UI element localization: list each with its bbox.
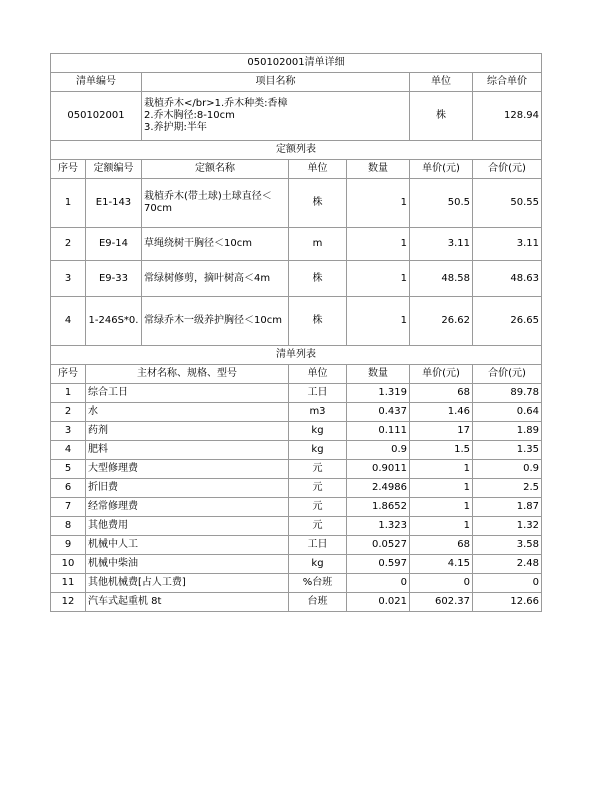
material-header-total: 合价(元): [473, 365, 542, 384]
material-unit-price: 68: [410, 384, 473, 403]
material-unit: kg: [289, 422, 347, 441]
material-qty: 0.111: [347, 422, 410, 441]
material-unit: kg: [289, 555, 347, 574]
quota-name: 常绿树修剪，摘叶树高＜4m: [142, 261, 289, 297]
bill-code-cell: 050102001: [51, 92, 142, 141]
quota-code: E9-14: [86, 228, 142, 261]
material-unit: 台班: [289, 593, 347, 612]
material-name: 机械中人工: [86, 536, 289, 555]
material-total: 0: [473, 574, 542, 593]
material-unit: kg: [289, 441, 347, 460]
material-row: [51, 574, 542, 593]
material-qty: 0.0527: [347, 536, 410, 555]
material-row: [51, 479, 542, 498]
material-unit: m3: [289, 403, 347, 422]
material-qty: 1.319: [347, 384, 410, 403]
header-bill-code: 清单编号: [51, 73, 142, 92]
material-header-qty: 数量: [347, 365, 410, 384]
quota-seq: 1: [51, 179, 86, 228]
material-row: [51, 422, 542, 441]
material-total: 1.87: [473, 498, 542, 517]
quota-unit: 株: [289, 179, 347, 228]
material-row: [51, 384, 542, 403]
material-qty: 1.8652: [347, 498, 410, 517]
quota-qty: 1: [347, 228, 410, 261]
material-total: 89.78: [473, 384, 542, 403]
quota-header-qty: 数量: [347, 160, 410, 179]
quota-seq: 4: [51, 297, 86, 346]
header-unit: 单位: [410, 73, 473, 92]
material-unit: 工日: [289, 384, 347, 403]
item-description-cell: [142, 92, 410, 141]
quota-unit-price: 48.58: [410, 261, 473, 297]
quota-qty: 1: [347, 261, 410, 297]
material-unit-price: 0: [410, 574, 473, 593]
material-seq: 7: [51, 498, 86, 517]
material-header-seq: 序号: [51, 365, 86, 384]
material-name: 机械中柴油: [86, 555, 289, 574]
material-row: [51, 555, 542, 574]
quota-name: 栽植乔木(带土球)土球直径＜70cm: [142, 179, 289, 228]
quota-row: [51, 297, 542, 346]
material-unit: 元: [289, 479, 347, 498]
material-total: 0.64: [473, 403, 542, 422]
quota-total: 26.65: [473, 297, 542, 346]
bill-detail-table: [50, 53, 542, 612]
material-name: 肥料: [86, 441, 289, 460]
quota-total: 3.11: [473, 228, 542, 261]
material-seq: 2: [51, 403, 86, 422]
quota-seq: 3: [51, 261, 86, 297]
material-total: 1.35: [473, 441, 542, 460]
material-seq: 12: [51, 593, 86, 612]
quota-unit: 株: [289, 297, 347, 346]
quota-unit: 株: [289, 261, 347, 297]
material-unit-price: 1.46: [410, 403, 473, 422]
material-qty: 0.9011: [347, 460, 410, 479]
quota-header-total: 合价(元): [473, 160, 542, 179]
material-total: 1.32: [473, 517, 542, 536]
item-description-line: 栽植乔木</br>1.乔木种类:香樟: [144, 98, 288, 109]
material-total: 3.58: [473, 536, 542, 555]
quota-code: E1-143: [86, 179, 142, 228]
material-name: 药剂: [86, 422, 289, 441]
material-seq: 4: [51, 441, 86, 460]
quota-qty: 1: [347, 179, 410, 228]
table-title: 050102001清单详细: [51, 54, 542, 73]
quota-seq: 2: [51, 228, 86, 261]
material-unit: %台班: [289, 574, 347, 593]
material-qty: 0.597: [347, 555, 410, 574]
material-total: 0.9: [473, 460, 542, 479]
quota-row: [51, 228, 542, 261]
material-unit-price: 602.37: [410, 593, 473, 612]
item-description-line: 3.养护期:半年: [144, 122, 207, 133]
quota-header-name: 定额名称: [142, 160, 289, 179]
material-unit: 元: [289, 517, 347, 536]
material-unit: 元: [289, 460, 347, 479]
material-unit-price: 68: [410, 536, 473, 555]
material-seq: 11: [51, 574, 86, 593]
material-name: 经常修理费: [86, 498, 289, 517]
material-unit: 工日: [289, 536, 347, 555]
header-item-name: 项目名称: [142, 73, 410, 92]
material-unit-price: 1.5: [410, 441, 473, 460]
quota-unit-price: 50.5: [410, 179, 473, 228]
quota-unit: m: [289, 228, 347, 261]
quota-name: 草绳绕树干胸径＜10cm: [142, 228, 289, 261]
quota-header-unit: 单位: [289, 160, 347, 179]
material-name: 大型修理费: [86, 460, 289, 479]
quota-unit-price: 3.11: [410, 228, 473, 261]
material-seq: 1: [51, 384, 86, 403]
material-row: [51, 441, 542, 460]
material-qty: 2.4986: [347, 479, 410, 498]
material-qty: 0: [347, 574, 410, 593]
quota-code: 1-246S*0.: [86, 297, 142, 346]
material-unit-price: 1: [410, 517, 473, 536]
material-name: 其他费用: [86, 517, 289, 536]
material-row: [51, 498, 542, 517]
quota-header-code: 定额编号: [86, 160, 142, 179]
material-qty: 0.437: [347, 403, 410, 422]
material-total: 2.48: [473, 555, 542, 574]
material-row: [51, 517, 542, 536]
material-unit-price: 17: [410, 422, 473, 441]
material-seq: 3: [51, 422, 86, 441]
quota-qty: 1: [347, 297, 410, 346]
quota-row: [51, 179, 542, 228]
material-name: 其他机械费[占人工费]: [86, 574, 289, 593]
quota-total: 50.55: [473, 179, 542, 228]
material-seq: 9: [51, 536, 86, 555]
material-total: 1.89: [473, 422, 542, 441]
material-seq: 6: [51, 479, 86, 498]
material-section-title: 清单列表: [51, 346, 542, 365]
material-unit: 元: [289, 498, 347, 517]
quota-name: 常绿乔木一级养护胸径＜10cm: [142, 297, 289, 346]
quota-unit-price: 26.62: [410, 297, 473, 346]
material-unit-price: 4.15: [410, 555, 473, 574]
item-unit-cell: 株: [410, 92, 473, 141]
material-name: 水: [86, 403, 289, 422]
material-seq: 10: [51, 555, 86, 574]
material-qty: 0.9: [347, 441, 410, 460]
material-row: [51, 536, 542, 555]
material-row: [51, 403, 542, 422]
material-row: [51, 593, 542, 612]
material-total: 2.5: [473, 479, 542, 498]
material-row: [51, 460, 542, 479]
quota-header-seq: 序号: [51, 160, 86, 179]
quota-section-title: 定额列表: [51, 141, 542, 160]
material-unit-price: 1: [410, 498, 473, 517]
item-description-line: 2.乔木胸径:8-10cm: [144, 110, 235, 121]
header-composite-price: 综合单价: [473, 73, 542, 92]
quota-header-unit-price: 单价(元): [410, 160, 473, 179]
material-qty: 1.323: [347, 517, 410, 536]
material-seq: 5: [51, 460, 86, 479]
quota-code: E9-33: [86, 261, 142, 297]
material-name: 汽车式起重机 8t: [86, 593, 289, 612]
material-header-unit: 单位: [289, 365, 347, 384]
quota-row: [51, 261, 542, 297]
material-name: 综合工日: [86, 384, 289, 403]
material-unit-price: 1: [410, 460, 473, 479]
material-header-name: 主材名称、规格、型号: [86, 365, 289, 384]
material-unit-price: 1: [410, 479, 473, 498]
material-seq: 8: [51, 517, 86, 536]
material-name: 折旧费: [86, 479, 289, 498]
material-header-unit-price: 单价(元): [410, 365, 473, 384]
material-total: 12.66: [473, 593, 542, 612]
quota-total: 48.63: [473, 261, 542, 297]
material-qty: 0.021: [347, 593, 410, 612]
item-price-cell: 128.94: [473, 92, 542, 141]
